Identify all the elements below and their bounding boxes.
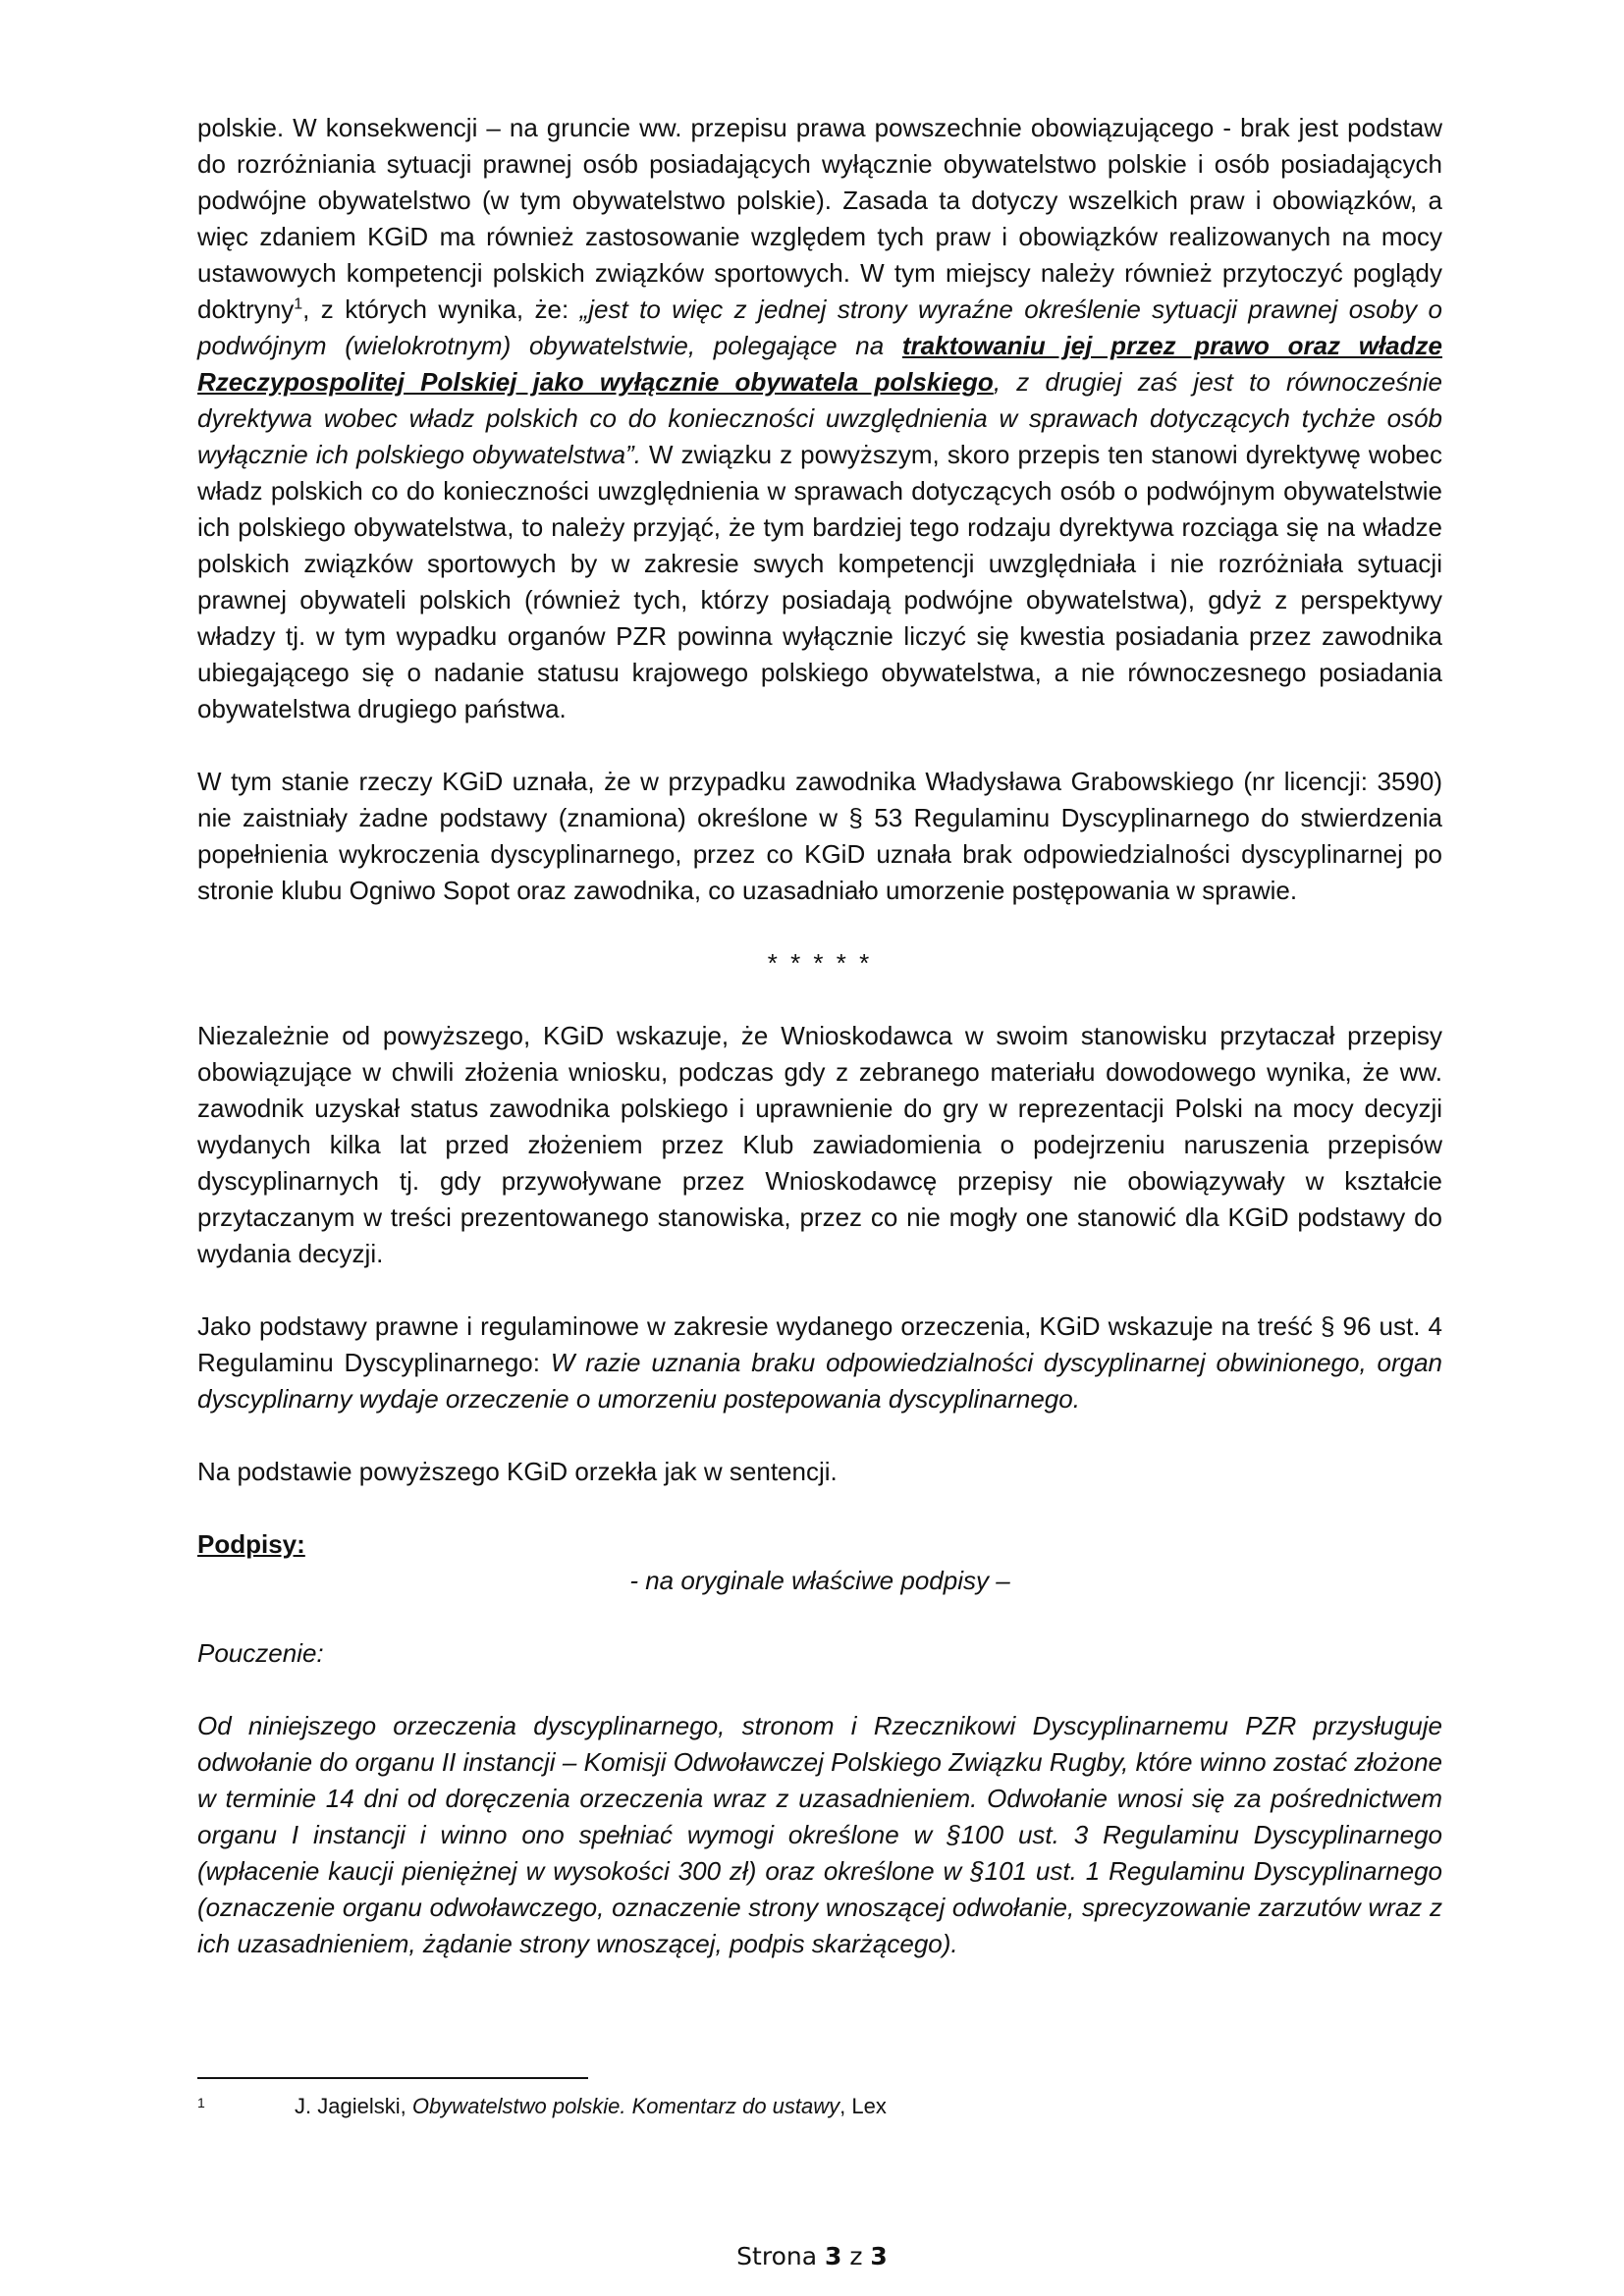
footnote-number: 1 [197, 2095, 205, 2110]
signatures-note: - na oryginale właściwe podpisy – [629, 1566, 1010, 1595]
paragraph-ruling: Na podstawie powyższego KGiD orzekła jak w sentencji. [197, 1457, 838, 1486]
footnote-divider [197, 2077, 588, 2079]
paragraph-legal-basis: Jako podstawy prawne i regulaminowe w zakresie wydanego orzeczenia, KGiD wskazuje na treść § 96 ust. 4 Regulaminu Dyscyplinarnego: W razie uznania braku odpowiedzialności dyscyplinarnej obwinionego, organ dyscyplinarny wydaje orzeczenie o umorzeniu postepowania dyscyplinarnego. [197, 1311, 1443, 1414]
paragraph-citizenship: polskie. W konsekwencji – na gruncie ww. przepisu prawa powszechnie obowiązującego - brak jest podstaw do rozróżniania sytuacji prawnej osób posiadających wyłącznie obywatelstwo polskie i osób posiadających podwójne obywatelstwo (w tym obywatelstwo polskie). Zasada ta dotyczy wszelkich praw i obowiązków, a więc zdaniem KGiD ma również zastosowanie względem tych praw i obowiązków realizowanych na mocy ustawowych kompetencji polskich związków sportowych. W tym miejscy należy również przytoczyć poglądy doktryny$^1$, z których wynika, że: „jest to więc z jednej strony wyraźne określenie sytuacji prawnej osoby o podwójnym (wielokrotnym) obywatelstwie, polegające na traktowaniu jej przez prawo oraz władze Rzeczypospolitej Polskiej jako wyłącznie obywatela polskiego, z drugiej zaś jest to równocześnie dyrektywa wobec władz polskich co do konieczności uwzględnienia w sprawach dotyczących tychże osób wyłącznie ich polskiego obywatelstwa”. W związku z powyższym, skoro przepis ten stanowi dyrektywę wobec władz polskich co do konieczności uwzględnienia w sprawach dotyczących osób o podwójnym obywatelstwie ich polskiego obywatelstwa, to należy przyjąć, że tym bardziej tego rodzaju dyrektywa rozciąga się na władze polskich związków sportowych by w zakresie swych kompetencji uwzględniała i nie rozróżniała sytuacji prawnej obywateli polskich (również tych, którzy posiadają podwójne obywatelstwa), gdyż z perspektywy władzy tj. w tym wypadku organów PZR powinna wyłącznie liczyć się kwestia posiadania przez zawodnika ubiegającego się o nadanie statusu krajowego polskiego obywatelstwa, a nie równoczesnego posiadania obywatelstwa drugiego państwa. [197, 113, 1442, 723]
page-number: Strona 3 z 3 [736, 2242, 888, 2270]
paragraph-conclusion: W tym stanie rzeczy KGiD uznała, że w przypadku zawodnika Władysława Grabowskiego (nr licencji: 3590) nie zaistniały żadne podstawy (znamiona) określone w § 53 Regulaminu Dyscyplinarnego do stwierdzenia popełnienia wykroczenia dyscyplinarnego, przez co KGiD uznała brak odpowiedzialności dyscyplinarnej po stronie klubu Ogniwo Sopot oraz zawodnika, co uzasadniało umorzenie postępowania w sprawie. [197, 767, 1442, 905]
footnote-ref[interactable]: 1 [294, 295, 303, 313]
section-separator: * * * * * [767, 948, 873, 978]
instruction-heading: Pouczenie: [197, 1638, 324, 1668]
emphasized-quote: traktowaniu jej przez prawo oraz władze Rzeczypospolitej Polskiej jako wyłącznie obywatela polskiego [197, 331, 1442, 397]
signatures-heading: Podpisy: [197, 1529, 305, 1559]
footnote-text: J. Jagielski, Obywatelstwo polskie. Komentarz do ustawy, Lex [295, 2094, 887, 2118]
paragraph-independently: Niezależnie od powyższego, KGiD wskazuje, że Wnioskodawca w swoim stanowisku przytaczał przepisy obowiązujące w chwili złożenia wniosku, podczas gdy z zebranego materiału dowodowego wynika, że ww. zawodnik uzyskał status zawodnika polskiego i uprawnienie do gry w reprezentacji Polski na mocy decyzji wydanych kilka lat przed złożeniem przez Klub zawiadomienia o podejrzeniu naruszenia przepisów dyscyplinarnych tj. gdy przywoływane przez Wnioskodawcę przepisy nie obowiązywały w kształcie przytaczanym w treści prezentowanego stanowiska, przez co nie mogły one stanowić dla KGiD podstawy do wydania decyzji. [197, 1021, 1442, 1268]
instruction-text: Od niniejszego orzeczenia dyscyplinarnego, stronom i Rzecznikowi Dyscyplinarnemu PZR przysługuje odwołanie do organu II instancji – Komisji Odwoławczej Polskiego Związku Rugby, które winno zostać złożone w terminie 14 dni od doręczenia orzeczenia wraz z uzasadnieniem. Odwołanie wnosi się za pośrednictwem organu I instancji i winno ono spełniać wymogi określone w §100 ust. 3 Regulaminu Dyscyplinarnego (wpłacenie kaucji pieniężnej w wysokości 300 zł) oraz określone w §101 ust. 1 Regulaminu Dyscyplinarnego (oznaczenie organu odwoławczego, oznaczenie strony wnoszącej odwołanie, sprecyzowanie zarzutów wraz z ich uzasadnieniem, żądanie strony wnoszącej, podpis skarżącego). [197, 1711, 1442, 1958]
document-body [197, 110, 1442, 1962]
